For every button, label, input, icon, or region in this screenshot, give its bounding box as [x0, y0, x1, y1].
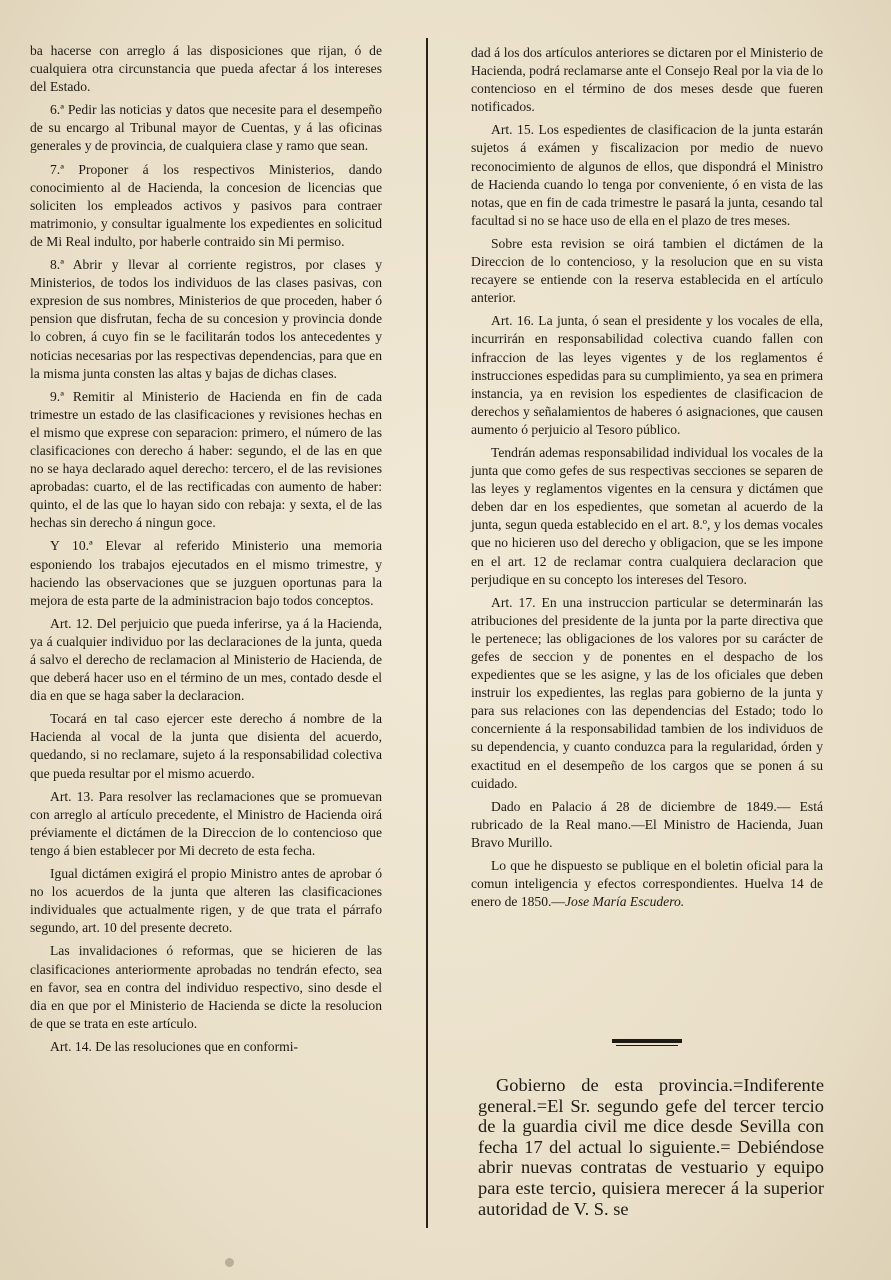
- column-divider: [426, 38, 428, 1228]
- paragraph: Art. 12. Del perjuicio que pueda inferirse, ya á la Hacienda, ya á cualquier individuo por las declaraciones de la junta, queda á salvo el derecho de reclamacion al Ministerio de Hacienda, de que deberá hacer uso en el término de un mes, contado desde el dia en que se haga saber la declaracion.: [30, 615, 382, 704]
- ornament-thick-rule: [612, 1039, 682, 1043]
- paragraph: Las invalidaciones ó reformas, que se hicieren de las clasificaciones anteriormente aprobadas no tendrán efecto, sea en favor, sea en contra del individuo respectivo, sino desde el dia en que por el Ministerio de Hacienda se dicte la resolucion de que se trata en este artículo.: [30, 943, 382, 1031]
- paragraph: Igual dictámen exigirá el propio Ministro antes de aprobar ó no los acuerdos de la junta que alteren las clasificaciones individuales que actualmente rigen, y de que trata el párrafo segundo, art. 10 del presente decreto.: [30, 866, 382, 936]
- left-text-column: [30, 42, 382, 1061]
- paragraph: Art. 16. La junta, ó sean el presidente y los vocales de ella, incurrirán en responsabilidad colectiva cuando fallen con infraccion de las leyes vigentes y de los reglamentos é instrucciones espedidas para su cumplimiento, ya sea en primera instancia, ya en revision los espedientes de clasificacion de derechos y señalamientos de haberes ó asignaciones, que causen aumento ó perjuicio al Tesoro público.: [471, 313, 823, 437]
- ornament-thin-rule: [616, 1045, 678, 1046]
- paragraph: Dado en Palacio á 28 de diciembre de 1849.— Está rubricado de la Real mano.—El Ministro de Hacienda, Juan Bravo Murillo.: [471, 798, 823, 850]
- paragraph: Sobre esta revision se oirá tambien el dictámen de la Direccion de lo contencioso, y la resolucion que en su vista recayere se entiende con la reserva establecida en el artículo anterior.: [471, 235, 823, 306]
- signature: Jose María Escudero.: [565, 894, 685, 910]
- closing-text: Lo que he dispuesto se publique en el boletin oficial para la comun inteligencia y efectos correspondientes. Huelva 14 de enero de 1850.—: [471, 858, 823, 910]
- paragraph: Tocará en tal caso ejercer este derecho á nombre de la Hacienda al vocal de la junta que disienta del acuerdo, quedando, si no reclamare, sujeto á la responsabilidad colectiva que pueda resultar por el mismo acuerdo.: [30, 711, 382, 781]
- right-text-column: [471, 44, 823, 916]
- gobierno-notice: [478, 1075, 824, 1219]
- paragraph: ba hacerse con arreglo á las disposiciones que rijan, ó de cualquiera otra circunstancia que pueda afectar á los intereses del Estado.: [30, 43, 382, 95]
- paragraph: Y 10.ª Elevar al referido Ministerio una memoria esponiendo los trabajos ejecutados en el mismo trimestre, y haciendo las observaciones que se juzguen oportunas para la mejora de esta parte de la administracion bajo todos conceptos.: [30, 538, 382, 608]
- paragraph: dad á los dos artículos anteriores se dictaren por el Ministerio de Hacienda, podrá reclamarse ante el Consejo Real por la via de lo contencioso en el término de dos meses desde que fueren notificados.: [471, 45, 823, 115]
- paragraph: 6.ª Pedir las noticias y datos que necesite para el desempeño de su encargo al Tribunal mayor de Cuentas, y á las oficinas generales y de provincia, de cualquiera clase y ramo que sean.: [30, 102, 382, 154]
- paragraph: Tendrán ademas responsabilidad individual los vocales de la junta que como gefes de sus respectivas secciones se separen de las leyes y reglamentos vigentes en la censura y dictámen que deben dar en los espedientes, que sometan al acuerdo de la junta, segun queda establecido en el art. 8.º, y los demas vocales que no hicieren uso del derecho y obligacion, que se les impone en el art. 12 de reclamar contra cualquiera declaracion que perjudique en su concepto los intereses del Tesoro.: [471, 444, 823, 587]
- gobierno-paragraph: Gobierno de esta provincia.=Indiferente general.=El Sr. segundo gefe del tercer tercio de la guardia civil me dice desde Sevilla con fecha 17 del actual lo siguiente.= Debiéndose abrir nuevas contratas de vestuario y equipo para este tercio, quisiera merecer á la superior autoridad de V. S. se: [478, 1075, 824, 1219]
- ink-smudge: [225, 1258, 234, 1267]
- paragraph: 8.ª Abrir y llevar al corriente registros, por clases y Ministerios, de todos los individuos de las clases pasivas, con expresion de sus nombres, Ministerios de que proceden, haber ó pension que disfrutan, fecha de su concesion y provincia donde lo cobren, á cuyo fin se le facilitarán todos los antecedentes y noticias necesarias por las respectivas dependencias, para que en la misma junta consten las altas y bajas de dichas clases.: [30, 257, 382, 381]
- paragraph: Art. 14. De las resoluciones que en conformi-: [50, 1038, 299, 1054]
- closing-paragraph: [471, 857, 823, 911]
- paragraph: 9.ª Remitir al Ministerio de Hacienda en fin de cada trimestre un estado de las clasificaciones y revisiones hechas en el mismo que exprese con separacion: primero, el número de las clasificaciones con derecho á haber: segundo, el de las en que no se haya declarado aquel derecho: tercero, el de las revisiones aprobadas: cuarto, el de las rectificadas con aumento de haber: quinto, el de las que lo hayan sido con rebaja: y sexta, el de las hechas sin derecho á ningun goce.: [30, 388, 382, 531]
- section-divider-ornament: [612, 1039, 682, 1047]
- paragraph: Art. 15. Los espedientes de clasificacion de la junta estarán sujetos á exámen y fiscalizacion por medio de nuevo reconocimiento de algunos de ellos, que dispondrá el Ministro de Hacienda cuando lo tenga por conveniente, ó en vista de las notas, que en fin de cada trimestre le pasará la junta, cesando tal facultad si no se hace uso de ella en el plazo de tres meses.: [471, 122, 823, 228]
- paragraph: Art. 17. En una instruccion particular se determinarán las atribuciones del presidente de la junta por la parte directiva que le pertenece; las obligaciones de los valores por su carácter de gefes de seccion y de ponentes en el despacho de los expedientes que se les asigne, y las de los oficiales que deben instruir los expedientes, las reglas para gobierno de la junta y para sus relaciones con las dependencias del Estado; todo lo concerniente á la responsabilidad tambien de los individuos de su dependencia, y cuanto conduzca para la regularidad, órden y exactitud en el desempeño de los cargos que se ponen á su cuidado.: [471, 594, 823, 791]
- paragraph: Art. 13. Para resolver las reclamaciones que se promuevan con arreglo al artículo precedente, el Ministro de Hacienda oirá préviamente el dictámen de la Direccion de lo contencioso que tengo á bien establecer por Mi decreto de esta fecha.: [30, 788, 382, 858]
- paragraph: 7.ª Proponer á los respectivos Ministerios, dando conocimiento al de Hacienda, la concesion de licencias que soliciten los empleados activos y pasivos para contraer matrimonio, y consultar igualmente los expedientes en solicitud de Mi Real indulto, por haberle contraido sin Mi permiso.: [30, 161, 382, 249]
